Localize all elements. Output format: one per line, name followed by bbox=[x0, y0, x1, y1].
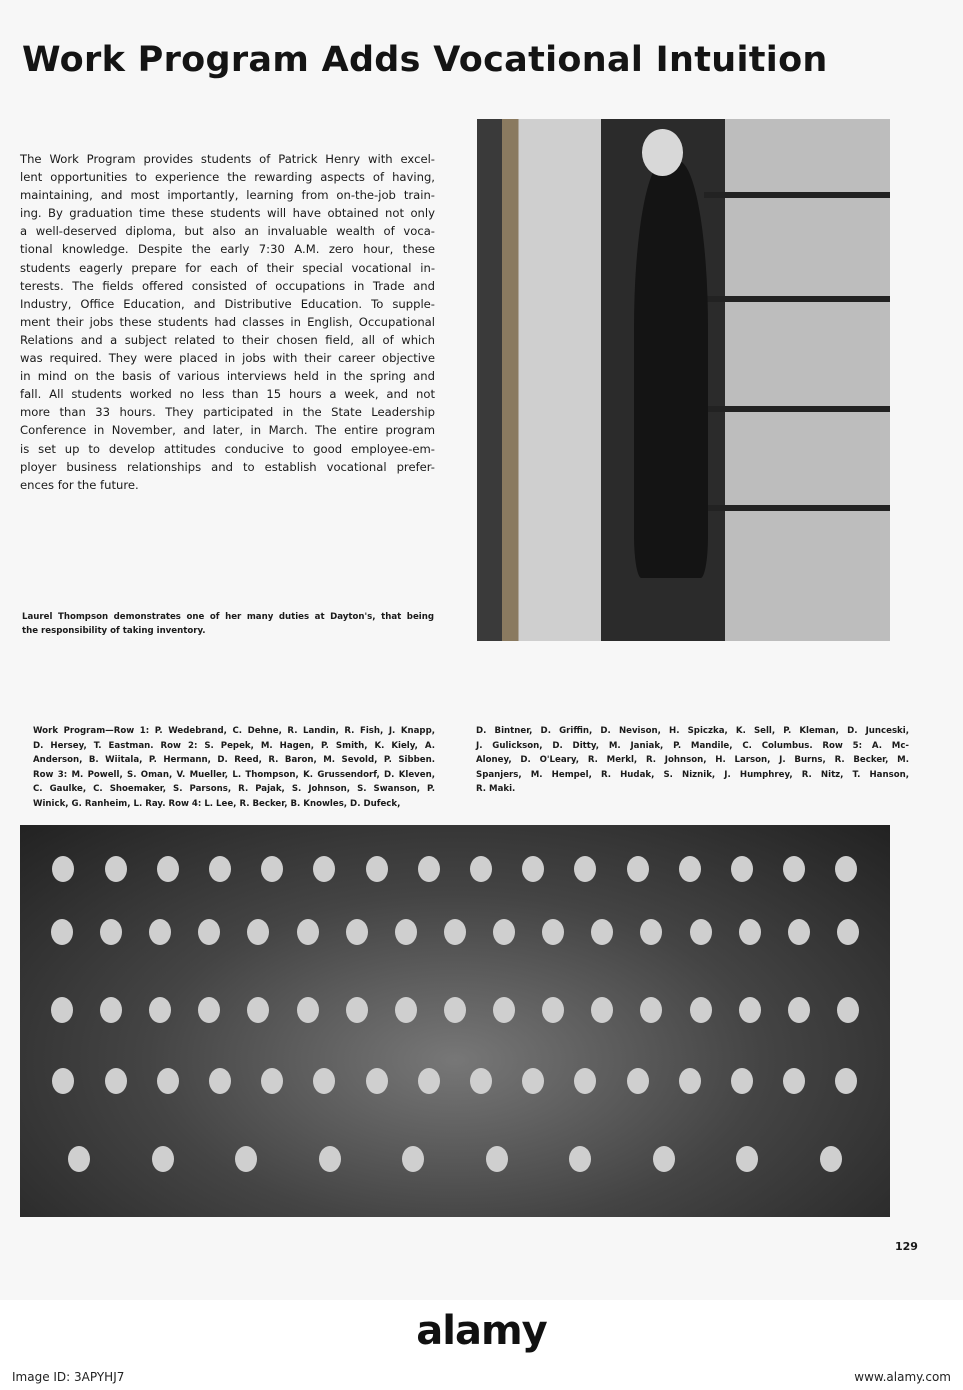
face bbox=[788, 997, 810, 1023]
photo-row bbox=[37, 919, 872, 945]
watermark-banner bbox=[0, 1300, 963, 1390]
text-line: The Work Program provides students of Patrick Henry with excel- bbox=[20, 152, 435, 166]
face bbox=[835, 856, 857, 882]
student-figure bbox=[634, 161, 708, 579]
face bbox=[418, 856, 440, 882]
text-line: maintaining, and most importantly, learning from on-the-job train- bbox=[20, 188, 435, 203]
text-line: D. Bintner, D. Griffin, D. Nevison, H. Spiczka, K. Sell, P. Kleman, D. Junceski, bbox=[476, 726, 909, 736]
face bbox=[105, 1068, 127, 1094]
text-line: was required. They were placed in jobs with their career objective bbox=[20, 351, 435, 366]
text-line: Relations and a subject related to their chosen field, all of which bbox=[20, 332, 435, 347]
text-line: a well-deserved diploma, but also an invaluable wealth of voca- bbox=[20, 224, 435, 239]
text-line: Winick, G. Ranheim, L. Ray. Row 4: L. Lee, R. Becker, B. Knowles, D. Dufeck, bbox=[33, 798, 401, 809]
text-line: Work Program—Row 1: P. Wedebrand, C. Dehne, R. Landin, R. Fish, J. Knapp, bbox=[33, 726, 435, 736]
face bbox=[627, 856, 649, 882]
face bbox=[209, 856, 231, 882]
face bbox=[574, 1068, 596, 1094]
alamy-logo: alamy bbox=[416, 1308, 547, 1354]
face bbox=[444, 997, 466, 1023]
text-line: in mind on the basis of various interviews held in the spring and bbox=[20, 369, 435, 384]
text-line: tional knowledge. Despite the early 7:30 A.M. zero hour, these bbox=[20, 242, 435, 257]
face bbox=[402, 1146, 424, 1172]
face bbox=[395, 997, 417, 1023]
face bbox=[653, 1146, 675, 1172]
face bbox=[68, 1146, 90, 1172]
text-line: Conference in November, and later, in March. The entire program bbox=[20, 423, 435, 438]
face bbox=[100, 919, 122, 945]
photo-row bbox=[37, 1068, 872, 1094]
face bbox=[52, 856, 74, 882]
photo-row bbox=[37, 1146, 872, 1172]
face bbox=[152, 1146, 174, 1172]
face bbox=[522, 856, 544, 882]
face bbox=[783, 1068, 805, 1094]
text-line: more than 33 hours. They participated in the State Leadership bbox=[20, 405, 435, 420]
face bbox=[591, 997, 613, 1023]
alamy-url: www.alamy.com bbox=[854, 1370, 951, 1384]
face bbox=[493, 919, 515, 945]
face bbox=[105, 856, 127, 882]
face bbox=[679, 856, 701, 882]
text-line: is set up to develop attitudes conducive to good employee-em- bbox=[20, 441, 435, 456]
text-line: D. Hersey, T. Eastman. Row 2: S. Pepek, M. Hagen, P. Smith, K. Kiely, A. bbox=[33, 740, 435, 751]
face bbox=[247, 997, 269, 1023]
text-line: fall. All students worked no less than 15 hours a week, and not bbox=[20, 387, 435, 402]
text-line: ences for the future. bbox=[20, 477, 139, 492]
text-line: the responsibility of taking inventory. bbox=[22, 626, 206, 636]
face bbox=[835, 1068, 857, 1094]
text-line: ing. By graduation time these students will have obtained not only bbox=[20, 206, 435, 221]
face bbox=[149, 919, 171, 945]
face bbox=[52, 1068, 74, 1094]
text-line: C. Gaulke, C. Shoemaker, S. Parsons, R. Pajak, S. Johnson, S. Swanson, P. bbox=[33, 784, 435, 795]
text-line: Anderson, B. Wiitala, P. Hermann, D. Reed, R. Baron, M. Sevold, P. Sibben. bbox=[33, 755, 435, 766]
face bbox=[100, 997, 122, 1023]
face bbox=[591, 919, 613, 945]
face bbox=[297, 997, 319, 1023]
face bbox=[522, 1068, 544, 1094]
photo-row bbox=[37, 997, 872, 1023]
shelf bbox=[704, 192, 890, 198]
face bbox=[837, 919, 859, 945]
face bbox=[486, 1146, 508, 1172]
face bbox=[297, 919, 319, 945]
text-line: ment their jobs these students had classes in English, Occupational bbox=[20, 314, 435, 329]
text-line: ployer business relationships and to establish vocational prefer- bbox=[20, 459, 435, 474]
face bbox=[739, 997, 761, 1023]
face bbox=[444, 919, 466, 945]
image-id: Image ID: 3APYHJ7 bbox=[12, 1370, 125, 1384]
face bbox=[788, 919, 810, 945]
face bbox=[198, 919, 220, 945]
face bbox=[783, 856, 805, 882]
face bbox=[346, 919, 368, 945]
text-line: J. Gulickson, D. Ditty, M. Janiak, P. Mandile, C. Columbus. Row 5: A. Mc- bbox=[476, 740, 909, 751]
face bbox=[542, 919, 564, 945]
face bbox=[157, 1068, 179, 1094]
face bbox=[739, 919, 761, 945]
face bbox=[149, 997, 171, 1023]
face bbox=[690, 997, 712, 1023]
text-line: Industry, Office Education, and Distributive Education. To supple- bbox=[20, 296, 435, 311]
face bbox=[627, 1068, 649, 1094]
face bbox=[346, 997, 368, 1023]
face bbox=[731, 856, 753, 882]
names-column-right bbox=[476, 724, 909, 797]
face bbox=[51, 919, 73, 945]
page-number: 129 bbox=[895, 1240, 918, 1253]
face bbox=[640, 919, 662, 945]
inventory-photo bbox=[477, 119, 890, 641]
face bbox=[731, 1068, 753, 1094]
article-body bbox=[20, 150, 435, 494]
face bbox=[51, 997, 73, 1023]
text-line: students eagerly prepare for each of their special vocational in- bbox=[20, 260, 435, 275]
shelf bbox=[704, 296, 890, 302]
text-line: Aloney, D. O'Leary, R. Merkl, R. Johnson, H. Larson, J. Burns, R. Becker, M. bbox=[476, 755, 909, 766]
photo-caption bbox=[22, 610, 434, 638]
face bbox=[313, 1068, 335, 1094]
text-line: terests. The fields offered consisted of occupations in Trade and bbox=[20, 278, 435, 293]
face bbox=[470, 856, 492, 882]
face bbox=[820, 1146, 842, 1172]
face bbox=[247, 919, 269, 945]
names-column-left bbox=[33, 724, 435, 812]
face bbox=[542, 997, 564, 1023]
face bbox=[209, 1068, 231, 1094]
face bbox=[493, 997, 515, 1023]
face bbox=[640, 997, 662, 1023]
face bbox=[157, 856, 179, 882]
face bbox=[366, 1068, 388, 1094]
group-photo bbox=[20, 825, 890, 1217]
text-line: Row 3: M. Powell, S. Oman, V. Mueller, L. Thompson, K. Grussendorf, D. Kleven, bbox=[33, 769, 435, 780]
text-line: lent opportunities to experience the rewarding aspects of having, bbox=[20, 170, 435, 185]
face bbox=[261, 856, 283, 882]
face bbox=[261, 1068, 283, 1094]
face bbox=[569, 1146, 591, 1172]
face bbox=[395, 919, 417, 945]
face bbox=[574, 856, 596, 882]
face bbox=[198, 997, 220, 1023]
face bbox=[313, 856, 335, 882]
photo-row bbox=[37, 856, 872, 882]
face bbox=[470, 1068, 492, 1094]
face bbox=[837, 997, 859, 1023]
page-title: Work Program Adds Vocational Intuition bbox=[22, 40, 828, 80]
text-line: R. Maki. bbox=[476, 784, 516, 795]
face bbox=[736, 1146, 758, 1172]
shelf bbox=[704, 406, 890, 412]
face bbox=[690, 919, 712, 945]
text-line: Laurel Thompson demonstrates one of her many duties at Dayton's, that being bbox=[22, 612, 434, 622]
shelf bbox=[704, 505, 890, 511]
face bbox=[679, 1068, 701, 1094]
face bbox=[418, 1068, 440, 1094]
face bbox=[366, 856, 388, 882]
face bbox=[235, 1146, 257, 1172]
face bbox=[319, 1146, 341, 1172]
text-line: Spanjers, M. Hempel, R. Hudak, S. Niznik, J. Humphrey, R. Nitz, T. Hanson, bbox=[476, 769, 909, 780]
